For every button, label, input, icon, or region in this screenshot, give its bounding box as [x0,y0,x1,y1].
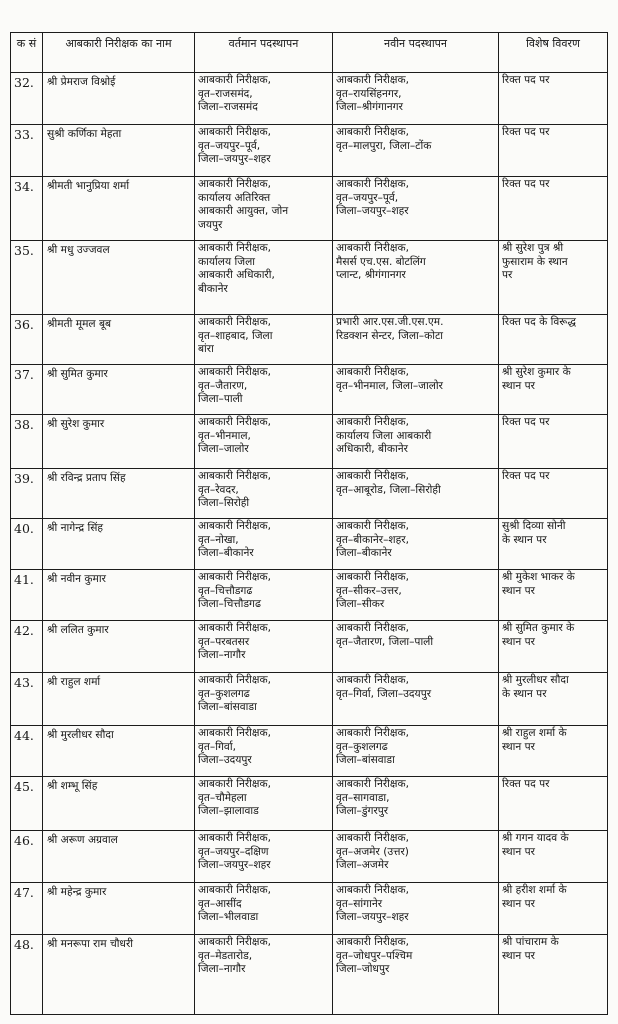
table-row [11,365,608,415]
cell-line: वृत–भीनमाल, जिला–जालोर [336,379,443,392]
cell-line: जिला–जालोर [198,443,249,456]
cell-line: आबकारी निरीक्षक, [198,316,271,328]
cell-line: स्थान पर [502,845,536,858]
remarks-cell [499,726,608,777]
serial-cell: 36. [11,315,43,365]
current-posting-cell [195,621,333,673]
cell-line: जिला–जोधपुर [336,963,390,976]
cell-line: वृत–सागवाडा, [336,791,390,804]
remarks-cell [499,315,608,365]
cell-line: के स्थान पर [502,687,547,700]
serial-cell: 37. [11,365,43,415]
cell-line: श्री गगन यादव के [502,832,569,844]
cell-line: स्थान पर [502,949,536,962]
new-posting-cell [333,726,499,777]
cell-line: आबकारी निरीक्षक, [336,520,409,532]
cell-line: जिला–डुंगरपुर [336,805,389,818]
cell-line: रिडक्शन सेन्टर, जिला–कोटा [336,329,444,342]
cell-line: जिला–सिरोही [198,497,250,510]
new-posting-cell [333,73,499,125]
cell-line: आबकारी निरीक्षक, [336,936,409,948]
cell-line: आबकारी निरीक्षक, [336,622,409,634]
new-posting-cell [333,125,499,177]
header-remarks: विशेष विवरण [499,33,608,73]
remarks-cell [499,883,608,935]
cell-line: आबकारी निरीक्षक, [198,126,271,138]
name-cell: श्री महेन्द्र कुमार [43,883,195,935]
cell-line: श्री सुमित कुमार के [502,622,575,634]
cell-line: जयपुर [198,218,223,231]
remarks-cell [499,621,608,673]
cell-line: वृत–सीकर–उत्तर, [336,584,402,597]
cell-line: के स्थान पर [502,533,547,546]
table-row [11,415,608,469]
cell-line: वृत–गिर्वा, [198,740,236,753]
table-row [11,777,608,831]
cell-line: प्रभारी आर.एस.जी.एस.एम. [336,316,444,328]
cell-line: वृत–गिर्वा, जिला–उदयपुर [336,687,432,700]
serial-cell: 35. [11,241,43,315]
name-cell: श्रीमती भानुप्रिया शर्मा [43,177,195,241]
cell-line: जिला–उदयपुर [198,754,252,767]
cell-line: जिला–नागौर [198,649,246,662]
cell-line: वृत–जोधपुर–पश्चिम [336,949,413,962]
header-inspector-name: आबकारी निरीक्षक का नाम [43,33,195,73]
remarks-cell [499,365,608,415]
table-body [11,73,608,1015]
cell-line: जिला–जयपुर–शहर [336,205,409,218]
table-row [11,726,608,777]
cell-line: आबकारी निरीक्षक, [198,936,271,948]
new-posting-cell [333,177,499,241]
table-row [11,621,608,673]
name-cell: श्री प्रेमराज विश्नोई [43,73,195,125]
new-posting-cell [333,621,499,673]
cell-line: श्री मुकेश भाकर के [502,571,575,583]
header-new-posting: नवीन पदस्थापन [333,33,499,73]
cell-line: वृत–रायसिंहनगर, [336,87,402,100]
new-posting-cell [333,831,499,883]
cell-line: आबकारी निरीक्षक, [336,470,409,482]
serial-cell: 38. [11,415,43,469]
current-posting-cell [195,831,333,883]
table-row [11,519,608,570]
transfer-table [10,32,608,1015]
cell-line: वृत–आबूरोड, जिला–सिरोही [336,483,441,496]
current-posting-cell [195,73,333,125]
cell-line: जिला–चित्तौडगढ [198,598,261,611]
cell-line: फुसाराम के स्थान [502,255,568,268]
cell-line: जिला–राजसमंद [198,101,258,114]
serial-cell: 44. [11,726,43,777]
new-posting-cell [333,415,499,469]
cell-line: स्थान पर [502,379,536,392]
name-cell: श्रीमती मूमल बूब [43,315,195,365]
cell-line: आबकारी निरीक्षक, [336,727,409,739]
cell-line: आबकारी निरीक्षक, [198,674,271,686]
current-posting-cell [195,415,333,469]
remarks-cell [499,519,608,570]
cell-line: श्री सुरेश पुत्र श्री [502,242,564,254]
table-row [11,177,608,241]
table-row [11,241,608,315]
serial-cell: 34. [11,177,43,241]
cell-line: जिला–पाली [198,393,243,406]
remarks-cell [499,935,608,1015]
cell-line: वृत–सांगानेर [336,897,383,910]
cell-line: जिला–सीकर [336,598,385,611]
cell-line: वृत–बीकानेर–शहर, [336,533,409,546]
cell-line: जिला–बीकानेर [198,547,254,560]
cell-line: वृत–परबतसर [198,635,250,648]
current-posting-cell [195,315,333,365]
serial-cell: 41. [11,570,43,621]
cell-line: आबकारी निरीक्षक, [198,416,271,428]
cell-line: आबकारी निरीक्षक, [336,126,409,138]
cell-line: श्री मुरलीधर सौदा [502,674,569,686]
cell-line: वृत–चौमेहला [198,791,247,804]
remarks-cell [499,469,608,519]
cell-line: कार्यालय जिला आबकारी [336,429,432,442]
serial-cell: 39. [11,469,43,519]
remarks-cell [499,777,608,831]
cell-line: जिला–बीकानेर [336,547,392,560]
name-cell: श्री सुमित कुमार [43,365,195,415]
cell-line: आबकारी निरीक्षक, [336,366,409,378]
remarks-cell [499,831,608,883]
cell-line: आबकारी निरीक्षक, [198,622,271,634]
name-cell: श्री मुरलीधर सौदा [43,726,195,777]
cell-line: जिला–भीलवाडा [198,911,259,924]
cell-line: बीकानेर [198,282,228,295]
new-posting-cell [333,469,499,519]
cell-line: आबकारी निरीक्षक, [336,832,409,844]
current-posting-cell [195,883,333,935]
cell-line: वृत–जयपुर–दक्षिण [198,845,269,858]
current-posting-cell [195,469,333,519]
cell-line: आबकारी निरीक्षक, [198,727,271,739]
cell-line: वृत–कुशलगढ [198,687,250,700]
cell-line: स्थान पर [502,584,536,597]
cell-line: सुश्री दिव्या सोनी [502,520,566,532]
new-posting-cell [333,570,499,621]
cell-line: वृत–जैतारण, [198,379,248,392]
name-cell: श्री अरूण अग्रवाल [43,831,195,883]
new-posting-cell [333,519,499,570]
cell-line: रिक्त पद पर [502,470,550,482]
cell-line: आबकारी निरीक्षक, [198,778,271,790]
cell-line: श्री हरीश शर्मा के [502,884,567,896]
remarks-cell [499,570,608,621]
new-posting-cell [333,241,499,315]
current-posting-cell [195,125,333,177]
cell-line: जिला–श्रीगंगानगर [336,101,403,114]
table-row [11,73,608,125]
table-header-row [11,33,608,73]
cell-line: आबकारी निरीक्षक, [198,242,271,254]
cell-line: वृत–अजमेर (उत्तर) [336,845,409,858]
cell-line: आबकारी निरीक्षक, [336,778,409,790]
table-row [11,831,608,883]
remarks-cell [499,415,608,469]
cell-line: आबकारी निरीक्षक, [336,884,409,896]
remarks-cell [499,673,608,726]
cell-line: आबकारी निरीक्षक, [198,571,271,583]
name-cell: श्री रविन्द्र प्रताप सिंह [43,469,195,519]
cell-line: वृत–चित्तौडगढ [198,584,253,597]
cell-line: रिक्त पद पर [502,778,550,790]
cell-line: कार्यालय जिला [198,255,255,268]
cell-line: रिक्त पद के विरूद्ध [502,316,577,328]
cell-line: रिक्त पद पर [502,74,550,86]
serial-cell: 46. [11,831,43,883]
serial-cell: 43. [11,673,43,726]
cell-line: वृत–जयपुर–पूर्व, [198,139,261,152]
cell-line: मैसर्स एच.एस. बोटलिंग [336,255,426,268]
cell-line: श्री राहुल शर्मा के [502,727,567,739]
cell-line: वृत–नोखा, [198,533,239,546]
current-posting-cell [195,241,333,315]
serial-cell: 33. [11,125,43,177]
cell-line: श्री सुरेश कुमार के [502,366,571,378]
cell-line: वृत–मालपुरा, जिला–टोंक [336,139,432,152]
current-posting-cell [195,935,333,1015]
table-row [11,125,608,177]
current-posting-cell [195,519,333,570]
new-posting-cell [333,935,499,1015]
serial-cell: 47. [11,883,43,935]
cell-line: जिला–झालावाड [198,805,259,818]
cell-line: प्लान्ट, श्रीगंगानगर [336,269,406,282]
serial-cell: 40. [11,519,43,570]
name-cell: श्री मनरूपा राम चौधरी [43,935,195,1015]
table-row [11,883,608,935]
cell-line: कार्यालय अतिरिक्त [198,191,271,204]
cell-line: रिक्त पद पर [502,178,550,190]
cell-line: स्थान पर [502,897,536,910]
cell-line: वृत–आसींद [198,897,242,910]
current-posting-cell [195,777,333,831]
remarks-cell [499,177,608,241]
cell-line: आबकारी निरीक्षक, [198,366,271,378]
cell-line: जिला–बांसवाडा [198,701,257,714]
cell-line: जिला–जयपुर–शहर [198,153,271,166]
current-posting-cell [195,365,333,415]
new-posting-cell [333,673,499,726]
cell-line: आबकारी निरीक्षक, [198,470,271,482]
cell-line: आबकारी निरीक्षक, [336,242,409,254]
cell-line: रिक्त पद पर [502,126,550,138]
cell-line: आबकारी निरीक्षक, [336,178,409,190]
name-cell: श्री राहुल शर्मा [43,673,195,726]
table-row [11,570,608,621]
remarks-cell [499,241,608,315]
cell-line: वृत–कुशलगढ [336,740,388,753]
serial-cell: 42. [11,621,43,673]
table-row [11,673,608,726]
cell-line: बांरा [198,343,214,356]
cell-line: आबकारी आयुक्त, जोन [198,205,289,218]
cell-line: आबकारी निरीक्षक, [336,674,409,686]
current-posting-cell [195,673,333,726]
cell-line: अधिकारी, बीकानेर [336,443,408,456]
cell-line: वृत–भीनमाल, [198,429,251,442]
cell-line: स्थान पर [502,635,536,648]
remarks-cell [499,73,608,125]
cell-line: जिला–जयपुर–शहर [336,911,409,924]
serial-cell: 48. [11,935,43,1015]
name-cell: श्री नवीन कुमार [43,570,195,621]
header-serial: क सं [11,33,43,73]
cell-line: श्री पांचाराम के [502,936,559,948]
cell-line: रिक्त पद पर [502,416,550,428]
cell-line: जिला–बांसवाडा [336,754,395,767]
cell-line: वृत–जयपुर–पूर्व, [336,191,399,204]
cell-line: आबकारी निरीक्षक, [336,74,409,86]
new-posting-cell [333,883,499,935]
header-current-posting: वर्तमान पदस्थापन [195,33,333,73]
table-row [11,469,608,519]
cell-line: आबकारी अधिकारी, [198,269,275,282]
name-cell: श्री शम्भू सिंह [43,777,195,831]
cell-line: आबकारी निरीक्षक, [198,74,271,86]
new-posting-cell [333,777,499,831]
current-posting-cell [195,570,333,621]
cell-line: जिला–नागौर [198,963,246,976]
name-cell: श्री ललित कुमार [43,621,195,673]
cell-line: आबकारी निरीक्षक, [198,832,271,844]
current-posting-cell [195,726,333,777]
cell-line: वृत–मेडतारोड, [198,949,253,962]
cell-line: वृत–राजसमंद, [198,87,253,100]
cell-line: आबकारी निरीक्षक, [198,178,271,190]
cell-line: जिला–जयपुर–शहर [198,859,271,872]
cell-line: पर [502,269,513,282]
cell-line: वृत–जैतारण, जिला–पाली [336,635,434,648]
table-row [11,315,608,365]
remarks-cell [499,125,608,177]
table-row [11,935,608,1015]
cell-line: वृत–रेवदर, [198,483,239,496]
cell-line: आबकारी निरीक्षक, [336,571,409,583]
name-cell: श्री सुरेश कुमार [43,415,195,469]
serial-cell: 45. [11,777,43,831]
new-posting-cell [333,315,499,365]
cell-line: आबकारी निरीक्षक, [336,416,409,428]
current-posting-cell [195,177,333,241]
cell-line: आबकारी निरीक्षक, [198,884,271,896]
name-cell: श्री नागेन्द्र सिंह [43,519,195,570]
name-cell: श्री मधु उज्जवल [43,241,195,315]
cell-line: स्थान पर [502,740,536,753]
cell-line: आबकारी निरीक्षक, [198,520,271,532]
serial-cell: 32. [11,73,43,125]
new-posting-cell [333,365,499,415]
cell-line: जिला–अजमेर [336,859,389,872]
cell-line: वृत–शाहबाद, जिला [198,329,273,342]
name-cell: सुश्री कर्णिका मेहता [43,125,195,177]
